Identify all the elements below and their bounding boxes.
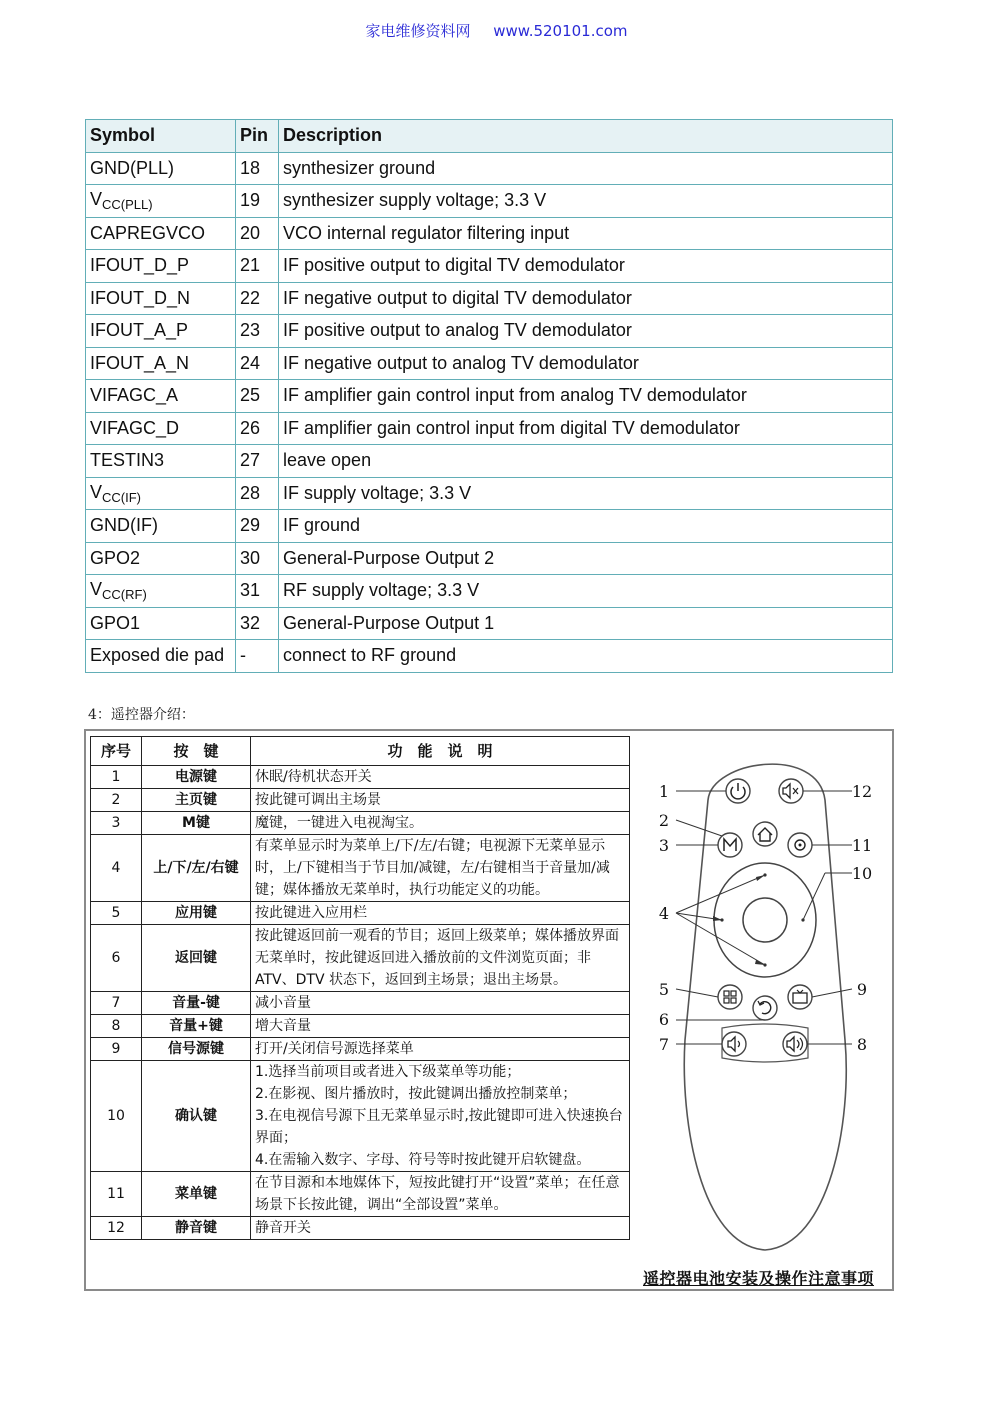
- page-header: [0, 20, 993, 41]
- remote-label-11: 11: [851, 836, 873, 855]
- key-number: 4: [91, 835, 142, 902]
- key-name: M键: [142, 812, 251, 835]
- key-row: [91, 812, 630, 835]
- ok-button: [743, 898, 787, 942]
- remote-label-2: 2: [658, 811, 670, 830]
- pin-symbol: [86, 315, 236, 348]
- pin-row: [86, 282, 893, 315]
- pin-number: 21: [236, 250, 279, 283]
- pin-description: IF supply voltage; 3.3 V: [279, 477, 893, 510]
- pin-symbol-subscript: CC(PLL): [102, 197, 153, 213]
- pin-symbol-text: IFOUT_A_P: [90, 320, 189, 341]
- pin-number: 27: [236, 445, 279, 478]
- key-row: [91, 992, 630, 1015]
- key-function-line: 按此键可调出主场景: [255, 792, 381, 808]
- pin-symbol: [86, 152, 236, 185]
- pin-description: General-Purpose Output 2: [279, 542, 893, 575]
- pin-description: IF positive output to digital TV demodulator: [279, 250, 893, 283]
- pin-number: 25: [236, 380, 279, 413]
- pin-row: [86, 250, 893, 283]
- key-row: [91, 1015, 630, 1038]
- key-function-line: 1.选择当前项目或者进入下级菜单等功能；: [255, 1064, 521, 1080]
- key-name: 应用键: [142, 902, 251, 925]
- volume-down-icon: [722, 1032, 746, 1056]
- key-name: 主页键: [142, 789, 251, 812]
- remote-label-9: 9: [856, 980, 868, 999]
- volume-up-icon: [783, 1032, 807, 1056]
- pin-row: [86, 477, 893, 510]
- key-name: 电源键: [142, 766, 251, 789]
- pin-symbol-text: VIFAGC_A: [90, 385, 179, 406]
- pin-row: [86, 542, 893, 575]
- key-name: 静音键: [142, 1217, 251, 1240]
- key-name: 音量-键: [142, 992, 251, 1015]
- key-function-line: 有菜单显示时为菜单上/下/左/右键；电视源下无菜单显示时，上/下键相当于节目加/减键，左/右键相当于音量加/减键；媒体播放无菜单时，执行功能定义的功能。: [255, 838, 610, 898]
- pin-number: 29: [236, 510, 279, 543]
- pin-symbol-subscript: CC(IF): [102, 489, 142, 505]
- key-number: 10: [91, 1061, 142, 1172]
- pin-symbol: [86, 510, 236, 543]
- pin-symbol-text: CAPREGVCO: [90, 222, 206, 243]
- key-function-line: 减小音量: [255, 995, 311, 1011]
- col-description: Description: [279, 120, 893, 153]
- key-row: [91, 1061, 630, 1172]
- key-function-line: 2.在影视、图片播放时，按此键调出播放控制菜单；: [255, 1086, 577, 1102]
- key-number: 6: [91, 925, 142, 992]
- key-function: [251, 789, 630, 812]
- pin-number: 28: [236, 477, 279, 510]
- key-name: 音量+键: [142, 1015, 251, 1038]
- pin-table-header: [86, 120, 893, 153]
- key-row: [91, 766, 630, 789]
- pin-symbol-text: V: [90, 579, 103, 600]
- pin-description: synthesizer supply voltage; 3.3 V: [279, 185, 893, 218]
- key-row: [91, 1038, 630, 1061]
- power-icon: [726, 779, 750, 803]
- key-number: 5: [91, 902, 142, 925]
- pin-number: 26: [236, 412, 279, 445]
- key-function: [251, 766, 630, 789]
- pin-symbol: [86, 542, 236, 575]
- pin-description: IF amplifier gain control input from digital TV demodulator: [279, 412, 893, 445]
- pin-row: [86, 510, 893, 543]
- menu-icon: [788, 833, 812, 857]
- remote-label-10: 10: [851, 864, 873, 883]
- pin-symbol-text: TESTIN3: [90, 450, 165, 471]
- remote-label-3: 3: [658, 836, 670, 855]
- remote-label-1: 1: [658, 782, 670, 801]
- home-icon: [753, 822, 777, 846]
- pin-symbol: [86, 412, 236, 445]
- key-function-line: 在节目源和本地媒体下，短按此键打开“设置”菜单；在任意场景下长按此键，调出“全部设置”菜单。: [255, 1175, 620, 1213]
- pin-symbol: [86, 380, 236, 413]
- key-function-line: 打开/关闭信号源选择菜单: [255, 1041, 414, 1057]
- key-row: [91, 902, 630, 925]
- back-icon: [753, 996, 777, 1020]
- pin-description: IF positive output to analog TV demodulator: [279, 315, 893, 348]
- pin-number: 23: [236, 315, 279, 348]
- site-url: www.520101.com: [493, 22, 628, 40]
- pin-symbol-subscript: CC(RF): [102, 587, 147, 603]
- pin-row: [86, 445, 893, 478]
- key-number: 2: [91, 789, 142, 812]
- key-function-line: 增大音量: [255, 1018, 311, 1034]
- remote-label-7: 7: [658, 1035, 670, 1054]
- key-function-line: 魔键，一键进入电视淘宝。: [255, 815, 423, 831]
- key-number: 3: [91, 812, 142, 835]
- pin-symbol-text: IFOUT_D_P: [90, 255, 190, 276]
- remote-label-4: 4: [658, 904, 670, 923]
- pin-symbol: [86, 347, 236, 380]
- pin-symbol: [86, 217, 236, 250]
- pin-number: -: [236, 640, 279, 673]
- pin-number: 20: [236, 217, 279, 250]
- key-number: 11: [91, 1172, 142, 1217]
- key-function: [251, 812, 630, 835]
- pin-symbol: [86, 282, 236, 315]
- pin-symbol-text: GND(PLL): [90, 157, 175, 178]
- pin-row: [86, 152, 893, 185]
- pin-symbol: [86, 250, 236, 283]
- key-function: [251, 925, 630, 992]
- col-number: 序号: [91, 737, 142, 766]
- pin-description: leave open: [279, 445, 893, 478]
- pin-symbol: [86, 477, 236, 510]
- pin-number: 30: [236, 542, 279, 575]
- key-number: 8: [91, 1015, 142, 1038]
- col-key: 按 键: [142, 737, 251, 766]
- remote-label-5: 5: [658, 980, 670, 999]
- pin-row: [86, 380, 893, 413]
- key-function-line: 休眠/待机状态开关: [255, 769, 372, 785]
- key-row: [91, 835, 630, 902]
- pin-symbol-text: V: [90, 481, 103, 502]
- pin-row: [86, 315, 893, 348]
- pin-symbol: [86, 607, 236, 640]
- remote-key-table: [90, 736, 630, 1240]
- key-row: [91, 789, 630, 812]
- pin-symbol: [86, 185, 236, 218]
- pin-row: [86, 575, 893, 608]
- key-table-header: [91, 737, 630, 766]
- remote-caption: 遥控器电池安装及操作注意事项: [643, 1269, 875, 1288]
- pin-symbol-text: IFOUT_A_N: [90, 352, 190, 373]
- pin-symbol-text: V: [90, 189, 103, 210]
- key-function: [251, 1217, 630, 1240]
- key-number: 9: [91, 1038, 142, 1061]
- col-pin: Pin: [236, 120, 279, 153]
- pin-row: [86, 217, 893, 250]
- key-function: [251, 992, 630, 1015]
- key-row: [91, 1217, 630, 1240]
- key-function: [251, 1038, 630, 1061]
- key-function: [251, 1172, 630, 1217]
- key-name: 信号源键: [142, 1038, 251, 1061]
- pin-number: 22: [236, 282, 279, 315]
- key-function-line: 3.在电视信号源下且无菜单显示时,按此键即可进入快速换台界面；: [255, 1108, 623, 1146]
- pin-number: 24: [236, 347, 279, 380]
- key-row: [91, 925, 630, 992]
- pin-description: RF supply voltage; 3.3 V: [279, 575, 893, 608]
- remote-label-12: 12: [851, 782, 873, 801]
- pin-symbol: [86, 640, 236, 673]
- pin-row: [86, 185, 893, 218]
- pin-description-table: [85, 119, 893, 673]
- pin-row: [86, 412, 893, 445]
- key-function-line: 按此键返回前一观看的节目；返回上级菜单；媒体播放界面无菜单时，按此键返回进入播放前的文件浏览页面；非 ATV、DTV 状态下，返回到主场景；退出主场景。: [255, 928, 619, 988]
- source-icon: [788, 985, 812, 1009]
- remote-label-6: 6: [658, 1010, 670, 1029]
- pin-number: 31: [236, 575, 279, 608]
- key-function: [251, 902, 630, 925]
- key-function: [251, 1061, 630, 1172]
- col-function: 功 能 说 明: [251, 737, 630, 766]
- key-row: [91, 1172, 630, 1217]
- site-name: 家电维修资料网: [365, 22, 471, 40]
- pin-description: VCO internal regulator filtering input: [279, 217, 893, 250]
- pin-description: General-Purpose Output 1: [279, 607, 893, 640]
- apps-icon: [718, 985, 742, 1009]
- key-function: [251, 1015, 630, 1038]
- key-number: 1: [91, 766, 142, 789]
- remote-label-8: 8: [856, 1035, 868, 1054]
- key-function: [251, 835, 630, 902]
- key-name: 确认键: [142, 1061, 251, 1172]
- pin-description: connect to RF ground: [279, 640, 893, 673]
- pin-number: 32: [236, 607, 279, 640]
- key-name: 上/下/左/右键: [142, 835, 251, 902]
- pin-symbol-text: IFOUT_D_N: [90, 287, 191, 308]
- pin-row: [86, 347, 893, 380]
- key-name: 菜单键: [142, 1172, 251, 1217]
- key-function-line: 4.在需输入数字、字母、符号等时按此键开启软键盘。: [255, 1152, 591, 1168]
- pin-description: IF negative output to analog TV demodulator: [279, 347, 893, 380]
- pin-description: IF negative output to digital TV demodulator: [279, 282, 893, 315]
- pin-description: IF ground: [279, 510, 893, 543]
- remote-control-diagram: [640, 740, 890, 1265]
- pin-symbol-text: GPO2: [90, 547, 141, 568]
- pin-row: [86, 640, 893, 673]
- pin-number: 18: [236, 152, 279, 185]
- m-key-icon: [718, 833, 742, 857]
- pin-number: 19: [236, 185, 279, 218]
- mute-icon: [779, 779, 803, 803]
- pin-description: IF amplifier gain control input from analog TV demodulator: [279, 380, 893, 413]
- pin-row: [86, 607, 893, 640]
- pin-symbol: [86, 445, 236, 478]
- pin-symbol-text: Exposed die pad: [90, 645, 225, 666]
- pin-symbol: [86, 575, 236, 608]
- key-name: 返回键: [142, 925, 251, 992]
- pin-description: synthesizer ground: [279, 152, 893, 185]
- key-number: 7: [91, 992, 142, 1015]
- pin-symbol-text: GND(IF): [90, 515, 158, 536]
- section-title: 4：遥控器介绍：: [88, 707, 195, 723]
- pin-symbol-text: VIFAGC_D: [90, 417, 180, 438]
- key-function-line: 静音开关: [255, 1220, 311, 1236]
- pin-symbol-text: GPO1: [90, 612, 141, 633]
- key-function-line: 按此键进入应用栏: [255, 905, 367, 921]
- col-symbol: Symbol: [86, 120, 236, 153]
- key-number: 12: [91, 1217, 142, 1240]
